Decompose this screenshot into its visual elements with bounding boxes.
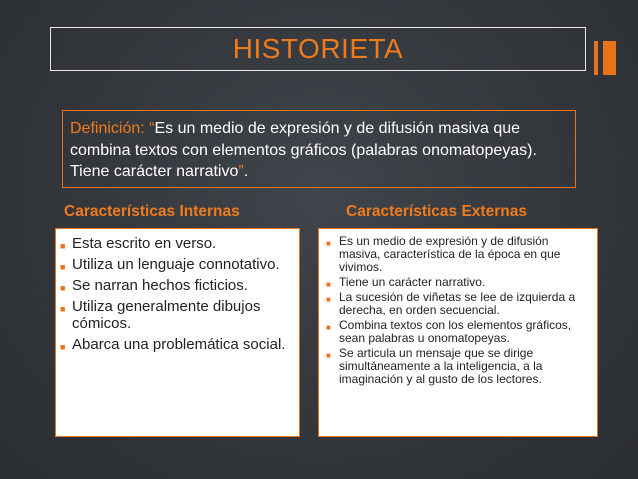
list-item-text: Se narran hechos ficticios.	[72, 277, 248, 294]
accent-bar-thick	[603, 41, 616, 75]
definition-box	[62, 110, 576, 188]
square-bullet-icon: ■	[326, 351, 331, 360]
list-item	[324, 347, 593, 386]
definition-text: Es un medio de expresión y de difusión masiva que combina textos con elementos gráficos (palabras onomatopeyas). Tiene carácter narrativo	[70, 120, 537, 180]
square-bullet-icon: ■	[60, 262, 66, 272]
title-box	[50, 27, 586, 71]
list-item	[60, 336, 293, 353]
list-item-text: Se articula un mensaje que se dirige simultáneamente a la inteligencia, a la imaginación y al gusto de los lectores.	[339, 346, 543, 386]
square-bullet-icon: ■	[326, 323, 331, 332]
list-item	[60, 235, 293, 252]
list-item-text: Abarca una problemática social.	[72, 336, 286, 353]
list-item-text: Esta escrito en verso.	[72, 235, 217, 252]
square-bullet-icon: ■	[326, 239, 331, 248]
list-item	[324, 235, 593, 274]
external-panel	[318, 228, 598, 437]
list-item-text: Utiliza un lenguaje connotativo.	[72, 256, 280, 273]
internal-heading: Características Internas	[64, 203, 240, 220]
list-item	[60, 256, 293, 273]
external-list	[324, 235, 593, 386]
definition-close-quote: ”	[238, 163, 244, 180]
square-bullet-icon: ■	[60, 342, 66, 352]
definition-end: .	[243, 163, 249, 180]
list-item	[60, 277, 293, 294]
square-bullet-icon: ■	[60, 304, 66, 314]
internal-list	[60, 235, 293, 353]
list-item	[324, 276, 593, 289]
accent-bar-thin	[594, 41, 598, 75]
internal-panel	[55, 228, 300, 437]
square-bullet-icon: ■	[326, 295, 331, 304]
list-item-text: Tiene un carácter narrativo.	[339, 275, 486, 289]
slide-title: HISTORIETA	[232, 33, 404, 64]
square-bullet-icon: ■	[326, 280, 331, 289]
list-item	[60, 298, 293, 332]
list-item	[324, 319, 593, 345]
list-item	[324, 291, 593, 317]
square-bullet-icon: ■	[60, 241, 66, 251]
list-item-text: Es un medio de expresión y de difusión masiva, característica de la época en que vivimos.	[339, 234, 561, 274]
list-item-text: Combina textos con los elementos gráficos, sean palabras u onomatopeyas.	[339, 318, 572, 345]
square-bullet-icon: ■	[60, 283, 66, 293]
definition-label: Definición: “	[70, 120, 155, 137]
external-heading: Características Externas	[346, 203, 527, 220]
list-item-text: La sucesión de viñetas se lee de izquierda a derecha, en orden secuencial.	[339, 290, 576, 317]
list-item-text: Utiliza generalmente dibujos cómicos.	[72, 298, 261, 332]
